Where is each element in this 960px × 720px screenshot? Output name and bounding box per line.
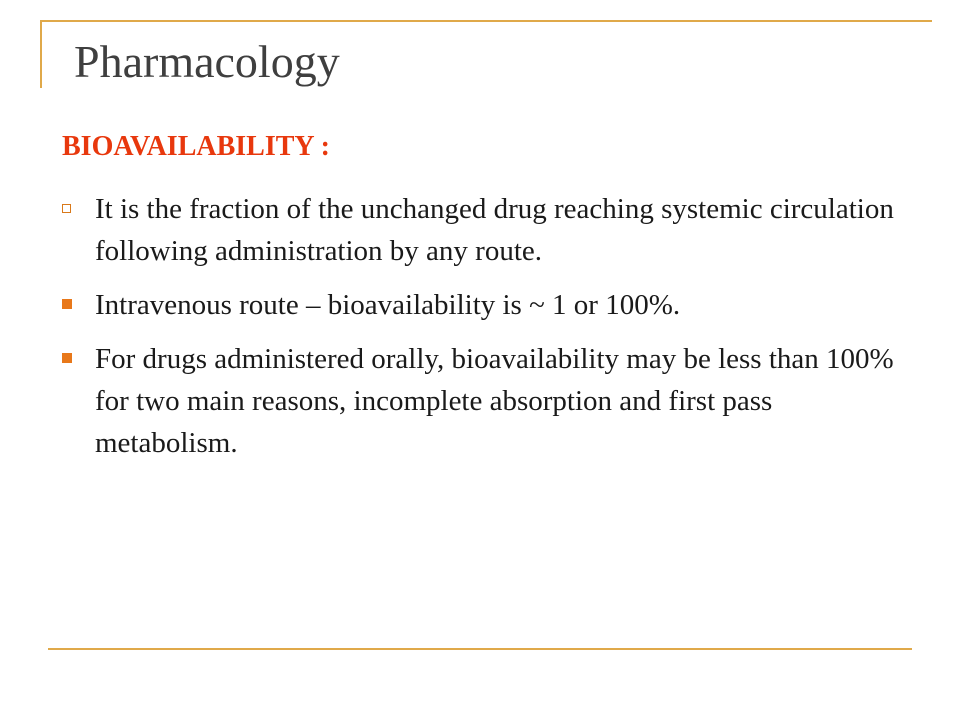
bullet-text: It is the fraction of the unchanged drug reaching systemic circulation following administration by any route.: [95, 193, 894, 267]
hollow-square-bullet-icon: [62, 204, 71, 213]
bullet-item: [60, 338, 920, 464]
top-decorative-rule: [40, 20, 932, 22]
filled-square-bullet-icon: [62, 299, 72, 309]
bullet-item: [60, 188, 920, 272]
bullet-list: [60, 188, 920, 476]
bullet-text: Intravenous route – bioavailability is ~ 1 or 100%.: [95, 289, 681, 321]
filled-square-bullet-icon: [62, 353, 72, 363]
bottom-decorative-rule: [48, 648, 912, 650]
bullet-text: For drugs administered orally, bioavailability may be less than 100% for two main reasons, incomplete absorption and first pass metabolism.: [95, 343, 894, 459]
section-heading: BIOAVAILABILITY :: [62, 131, 330, 162]
left-decorative-rule: [40, 20, 42, 88]
slide-title: Pharmacology: [74, 36, 340, 87]
bullet-item: [60, 284, 920, 326]
